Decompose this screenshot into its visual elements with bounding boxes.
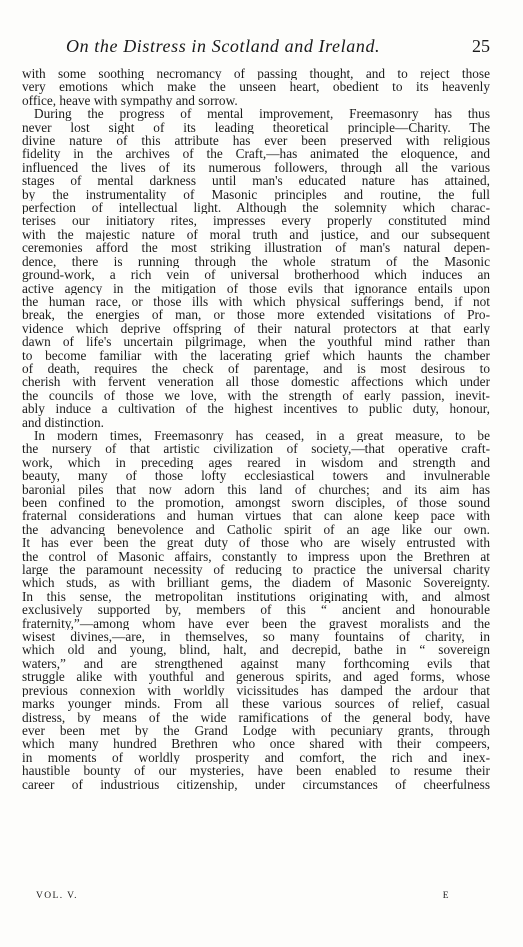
text-line: active agency in the mitigation of those evils that ignorance entails upon [22,281,490,295]
text-line: which many hundred Brethren who once shared with their compeers, [22,737,490,751]
text-line: influenced the lives of its numerous followers, through all the various [22,160,490,175]
signature-mark: E [442,891,450,901]
body-text [22,67,490,791]
text-line: struggle alike with youthful and generous spirits, and aged forms, whose [22,670,490,684]
text-line: marks younger minds. From all these various sources of relief, casual [22,697,490,711]
text-line: wisest divines,—are, in themselves, so many fountains of charity, in [22,630,490,644]
text-line: stages of mental darkness until man's educated nature has attained, [22,174,490,188]
text-line: been confined to the promotion, amongst sworn disciples, of those sound [22,496,490,510]
text-line: waters,” and are strengthened against many forthcoming evils that [22,656,490,671]
text-line: vidence which deprive offspring of their natural protectors at that early [22,321,490,336]
text-line: ceremonies afford the most striking illustration of man's natural depen- [22,241,490,255]
text-line: office, heave with sympathy and sorrow. [22,93,238,108]
text-line: fraternal considerations and human virtues that can alone keep pace with [22,509,490,523]
text-line: perfection of intellectual light. Although the solemnity which charac- [22,201,490,215]
text-line: In this sense, the metropolitan institutions originating with, and almost [22,589,490,604]
text-line: dawn of life's uncertain pilgrimage, when the youthful mind rather than [22,335,490,349]
page-number: 25 [472,36,490,56]
text-line: and distinction. [22,415,104,429]
text-line: dence, there is running through the whole stratum of the Masonic [22,254,490,269]
text-line: ably induce a cultivation of the highest incentives to public duty, honour, [22,402,490,416]
text-line: baronial piles that now adorn this land of churches; and its aim has [22,482,490,496]
text-line: terises our initiatory rites, impresses every properly constituted mind [22,214,490,228]
text-line: with some soothing necromancy of passing thought, and to reject those [22,67,490,81]
text-line: the human race, or those ills with which physical sufferings bend, if not [22,294,490,309]
text-line: which studs, as with brilliant gems, the diadem of Masonic Sovereignty. [22,576,490,590]
text-line: In modern times, Freemasonry has ceased, in a great measure, to be [34,428,490,443]
text-line: the nursery of that artistic civilization of society,—that operative craft- [22,442,490,456]
text-line: fidelity in the archives of the Craft,—has animated the eloquence, and [22,147,490,161]
text-line: ground-work, a rich vein of universal brotherhood which induces an [22,268,490,282]
text-line: very emotions which make the unseen heart, obedient to its heavenly [22,80,490,94]
text-line: distress, by means of the wide ramifications of the general body, have [22,710,490,724]
text-line: with the majestic nature of moral truth and justice, and our subsequent [22,227,490,242]
page-footer [36,891,450,905]
text-line: exclusively supported by, members of this “ ancient and honourable [22,603,490,617]
text-line: During the progress of mental improvement, Freemasonry has thus [34,107,490,121]
text-line: never lost sight of its leading theoretical principle—Charity. The [22,120,490,135]
text-line: the control of Masonic affairs, constantly to impress upon the Brethren at [22,549,490,564]
text-line: ever been met by the Grand Lodge with pecuniary grants, through [22,723,490,738]
running-title: On the Distress in Scotland and Ireland. [66,36,381,56]
text-line: the advancing benevolence and Catholic spirit of an age like our own. [22,522,490,537]
text-line: in moments of worldly prosperity and comfort, the rich and inex- [22,750,490,765]
text-line: by the instrumentality of Masonic principles and routine, the full [22,187,490,202]
text-line: break, the energies of man, or those more extended visitations of Pro- [22,308,490,322]
text-line: fraternity,”—among whom have ever been the gravest moralists and the [22,616,490,631]
text-line: cherish with fervent veneration all those domestic affections which under [22,375,490,389]
text-line: the councils of those we love, with the strength of early passion, inevit- [22,388,490,403]
text-line: haustible bounty of our mysteries, have been enabled to resume their [22,764,490,778]
text-line: It has ever been the great duty of those who are wisely entrusted with [22,536,490,550]
text-line: career of industrious citizenship, under circumstances of cheerfulness [22,777,490,791]
text-line: large the paramount necessity of reducing to practice the universal charity [22,563,490,577]
text-line: which old and young, blind, halt, and decrepid, bathe in “ sovereign [22,643,490,657]
text-line: of death, requires the check of parentage, and is most desirous to [22,361,490,376]
text-line: work, which in preceding ages reared in wisdom and strength and [22,455,490,470]
text-line: to become familiar with the lacerating grief which haunts the chamber [22,348,490,362]
running-head [22,36,490,58]
volume-label: VOL. V. [36,891,78,901]
text-line: beauty, many of those lofty ecclesiastical towers and invulnerable [22,469,490,483]
text-line: divine nature of this attribute has ever been preserved with religious [22,134,490,148]
text-line: previous connexion with worldly vicissitudes has damped the ardour that [22,683,490,698]
